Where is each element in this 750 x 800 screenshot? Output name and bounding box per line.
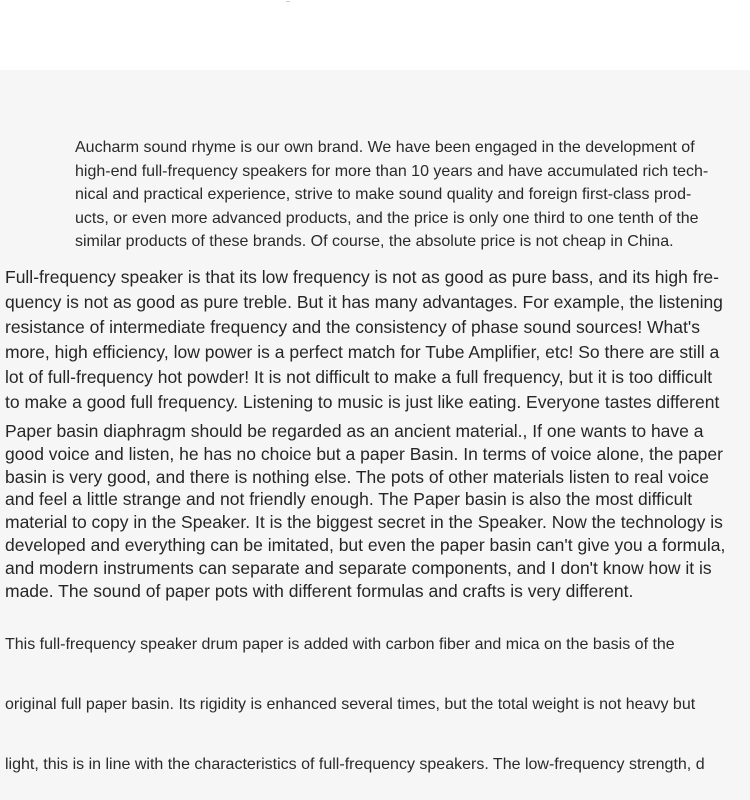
intro-paragraph [75, 136, 745, 254]
paper-basin-paragraph [5, 420, 747, 602]
top-white-area [0, 0, 750, 70]
text-line: ucts, or even more advanced products, and the price is only one third to one tenth of the [75, 209, 699, 227]
text-line: made. The sound of paper pots with different formulas and crafts is very different. [5, 580, 634, 601]
text-line: to make a good full frequency. Listening to music is just like eating. Everyone tastes different [5, 392, 720, 412]
text-line: more, high efficiency, low power is a perfect match for Tube Amplifier, etc! So there are still a [5, 342, 720, 362]
text-line: Paper basin diaphragm should be regarded as an ancient material., If one wants to have a [5, 421, 704, 441]
text-line: material to copy in the Speaker. It is the biggest secret in the Speaker. Now the technology is [5, 512, 723, 533]
text-line: resistance of intermediate frequency and the consistency of phase sound sources! What's [5, 317, 700, 337]
text-line: developed and everything can be imitated, but even the paper basin can't give you a formula, [5, 534, 726, 555]
text-line: and feel a little strange and not friendly enough. The Paper basin is also the most difficult [5, 489, 693, 510]
text-line: nical and practical experience, strive to make sound quality and foreign first-class prod- [75, 186, 692, 203]
cut-off-mark [285, 1, 291, 2]
text-line: Full-frequency speaker is that its low frequency is not as good as pure bass, and its high fre- [5, 267, 719, 287]
text-line: high-end full-frequency speakers for more than 10 years and have accumulated rich tech- [75, 162, 709, 180]
text-line: good voice and listen, he has no choice but a paper Basin. In terms of voice alone, the paper [5, 443, 723, 464]
text-line: This full-frequency speaker drum paper is added with carbon fiber and mica on the basis of the [5, 636, 675, 653]
drum-paper-paragraph [5, 633, 750, 800]
text-line: quency is not as good as pure treble. But it has many advantages. For example, the listening [5, 292, 723, 312]
text-line: lot of full-frequency hot powder! It is not difficult to make a full frequency, but it is too difficult [5, 367, 713, 387]
cut-off-top-content [285, 0, 465, 2]
text-line: original full paper basin. Its rigidity is enhanced several times, but the total weight is not heavy but [5, 696, 696, 713]
text-line: and modern instruments can separate and separate components, and I don't know how it is [5, 557, 712, 578]
text-line: light, this is in line with the characteristics of full-frequency speakers. The low-frequency strength, d [5, 756, 705, 773]
full-frequency-paragraph [5, 265, 747, 415]
article-body [0, 70, 750, 800]
text-line: basin is very good, and there is nothing else. The pots of other materials listen to real voice [5, 466, 709, 487]
text-line: similar products of these brands. Of course, the absolute price is not cheap in China. [75, 233, 674, 250]
text-line: Aucharm sound rhyme is our own brand. We have been engaged in the development of [75, 139, 695, 156]
